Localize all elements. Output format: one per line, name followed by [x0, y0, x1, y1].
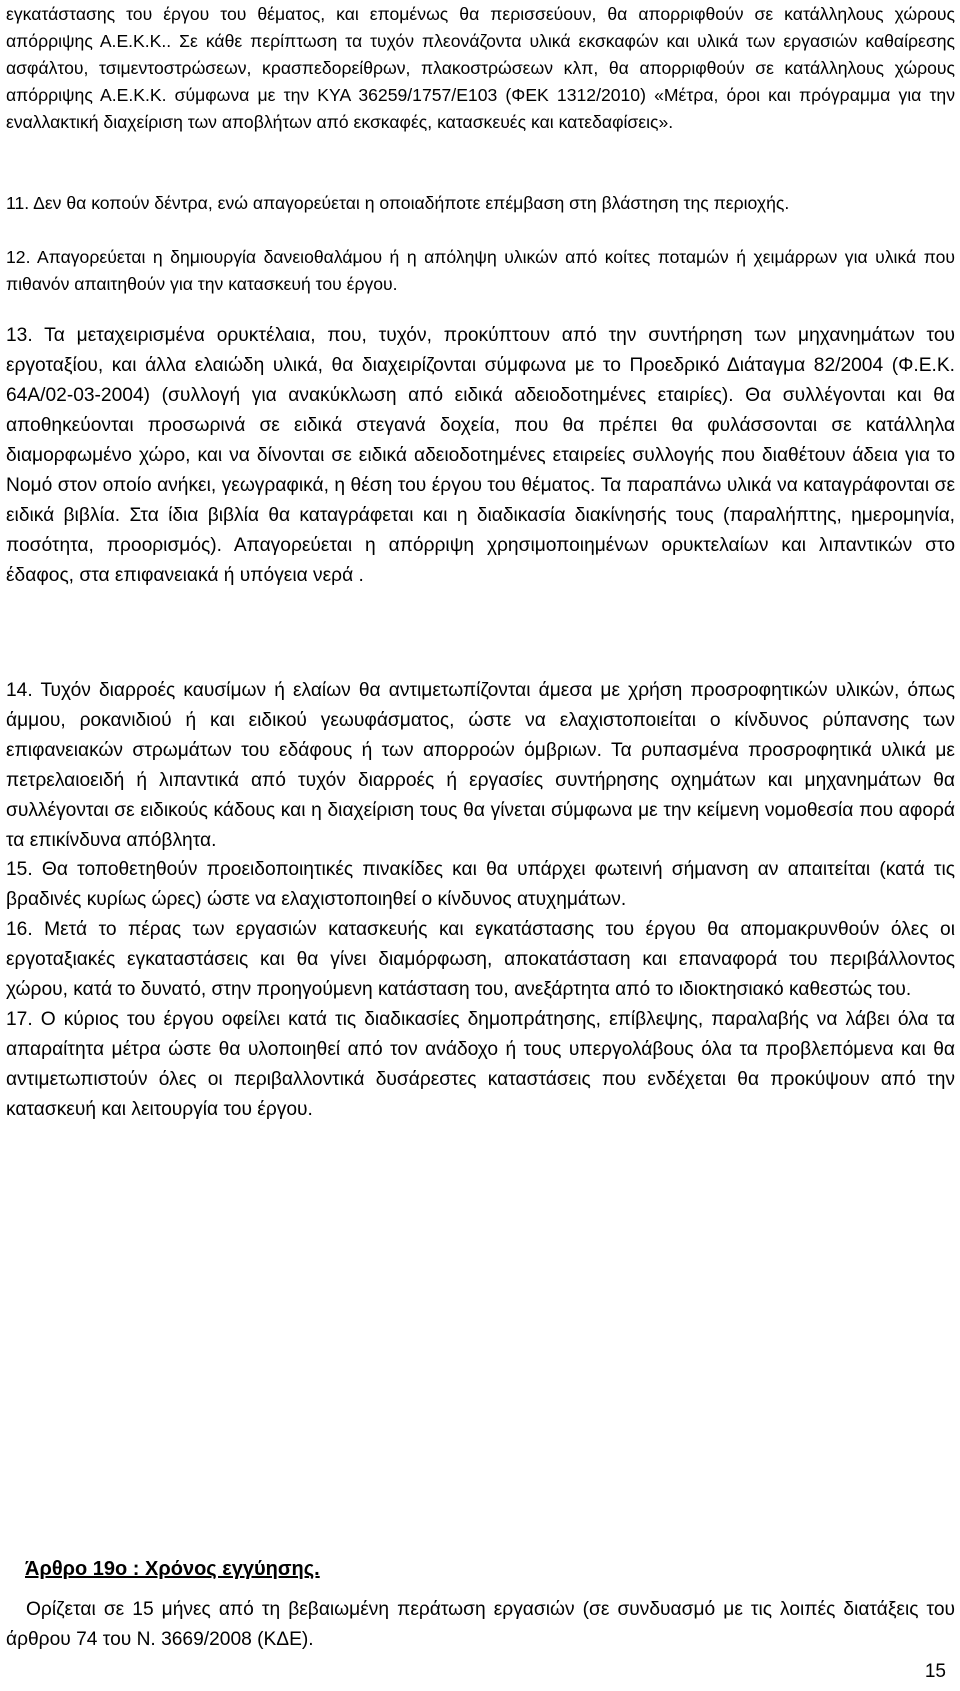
list-item-14: 14. Τυχόν διαρροές καυσίμων ή ελαίων θα αντιμετωπίζονται άμεσα με χρήση προσροφητικών υλικών, όπως άμμου, ροκανιδιού ή και ειδικού γεωυφάσματος, ώστε να ελαχιστοποιείται ο κίνδυνος ρύπανσης των επιφανειακών στρωμάτων του εδάφους ή των απορροών όμβριων. Τα ρυπασμένα προσροφητικά υλικά με πετρελαιοειδή ή λιπαντικά από τυχόν διαρροές ή εργασίες συντήρησης οχημάτων και μηχανημάτων θα συλλέγονται σε ειδικούς κάδους και η διαχείριση τους θα γίνεται σύμφωνα με την κείμενη νομοθεσία που αφορά τα επικίνδυνα απόβλητα. [6, 680, 955, 851]
list-item-11: 11. Δεν θα κοπούν δέντρα, ενώ απαγορεύεται η οποιαδήποτε επέμβαση στη βλάστηση της περιοχής. [6, 193, 790, 213]
article-heading: Άρθρο 19ο : Χρόνος εγγύησης. [25, 1558, 320, 1580]
item-13-block [6, 321, 955, 591]
list-item-13: 13. Τα μεταχειρισμένα ορυκτέλαια, που, τυχόν, προκύπτουν από την συντήρηση των μηχανημάτων του εργοταξίου, και άλλα ελαιώδη υλικά, θα διαχειρίζονται σύμφωνα με το Προεδρικό Διάταγμα 82/2004 (Φ.Ε.Κ. 64Α/02-03-2004) (συλλογή για ανακύκλωση από ειδικά αδειοδοτημένες εταιρίες). Θα συλλέγονται και θα αποθηκεύονται προσωρινά σε ειδικά στεγανά δοχεία, που θα πρέπει θα φυλάσσονται σε κατάλληλα διαμορφωμένο χώρο, και να δίνονται σε ειδικά αδειοδοτημένες εταιρείες συλλογής που διαθέτουν άδεια για το Νομό στον οποίο ανήκει, γεωγραφικά, η θέση του έργου του θέματος. Τα παραπάνω υλικά να καταγράφονται σε ειδικά βιβλία. Στα ίδια βιβλία θα καταγράφεται και η διαδικασία διακίνησής τους (παραλήπτης, ημερομηνία, ποσότητα, προορισμός). Απαγορεύεται η απόρριψη χρησιμοποιημένων ορυκτελαίων και λιπαντικών στο έδαφος, στα επιφανειακά ή υπόγεια νερά . [6, 325, 955, 586]
paragraph-top [6, 1, 955, 136]
list-item-17: 17. Ο κύριος του έργου οφείλει κατά τις διαδικασίες δημοπράτησης, επίβλεψης, παραλαβής να λάβει όλα τα απαραίτητα μέτρα ώστε θα υλοποιηθεί από τον ανάδοχο ή τους υπεργολάβους όλα τα προβλεπόμενα και θα αντιμετωπιστούν όλες οι περιβαλλοντικά δυσάρεστες καταστάσεις που ενδέχεται θα προκύψουν από την κατασκευή και λειτουργία του έργου. [6, 1009, 955, 1120]
list-item-12: 12. Απαγορεύεται η δημιουργία δανειοθαλάμου ή η απόληψη υλικών από κοίτες ποταμών ή χειμάρρων για υλικά που πιθανόν απαιτηθούν για την κατασκευή του έργου. [6, 247, 955, 294]
page-number: 15 [924, 1661, 946, 1682]
warranty-paragraph: Ορίζεται σε 15 μήνες από τη βεβαιωμένη περάτωση εργασιών (σε συνδυασμό με τις λοιπές διατάξεις του άρθρου 74 του Ν. 3669/2008 (ΚΔΕ). [6, 1599, 955, 1650]
item-12-block [6, 244, 955, 298]
item-11-block [6, 190, 955, 217]
list-item-16: 16. Μετά το πέρας των εργασιών κατασκευής και εγκατάστασης του έργου θα απομακρυνθούν όλες οι εργοταξιακές εγκαταστάσεις και θα γίνει διαμόρφωση, αποκατάσταση και επαναφορά του περιβάλλοντος χώρου, κατά το δυνατό, στην προηγούμενη κατάσταση του, ανεξάρτητα από το ιδιοκτησιακό καθεστώς του. [6, 919, 955, 1000]
item-14-block [6, 676, 955, 856]
items-15-17-container [6, 855, 955, 1125]
paragraph-waste-disposal: εγκατάστασης του έργου του θέματος, και επομένως θα περισσεύουν, θα απορριφθούν σε κατάλληλους χώρους απόρριψης Α.Ε.Κ.Κ.. Σε κάθε περίπτωση τα τυχόν πλεονάζοντα υλικά εκσκαφών και υλικά των εργασιών καθαίρεσης ασφάλτου, τσιμεντοστρώσεων, κρασπεδορείθρων, πλακοστρώσεων κλπ, θα απορριφθούν σε κατάλληλους χώρους απόρριψης Α.Ε.Κ.Κ. σύμφωνα με την ΚΥΑ 36259/1757/Ε103 (ΦΕΚ 1312/2010) «Μέτρα, όροι και πρόγραμμα για την εναλλακτική διαχείριση των αποβλήτων από εκσκαφές, κατασκευές και κατεδαφίσεις». [6, 4, 955, 132]
list-item-15: 15. Θα τοποθετηθούν προειδοποιητικές πινακίδες και θα υπάρχει φωτεινή σήμανση αν απαιτείται (κατά τις βραδινές κυρίως ώρες) ώστε να ελαχιστοποιηθεί ο κίνδυνος ατυχημάτων. [6, 859, 955, 910]
